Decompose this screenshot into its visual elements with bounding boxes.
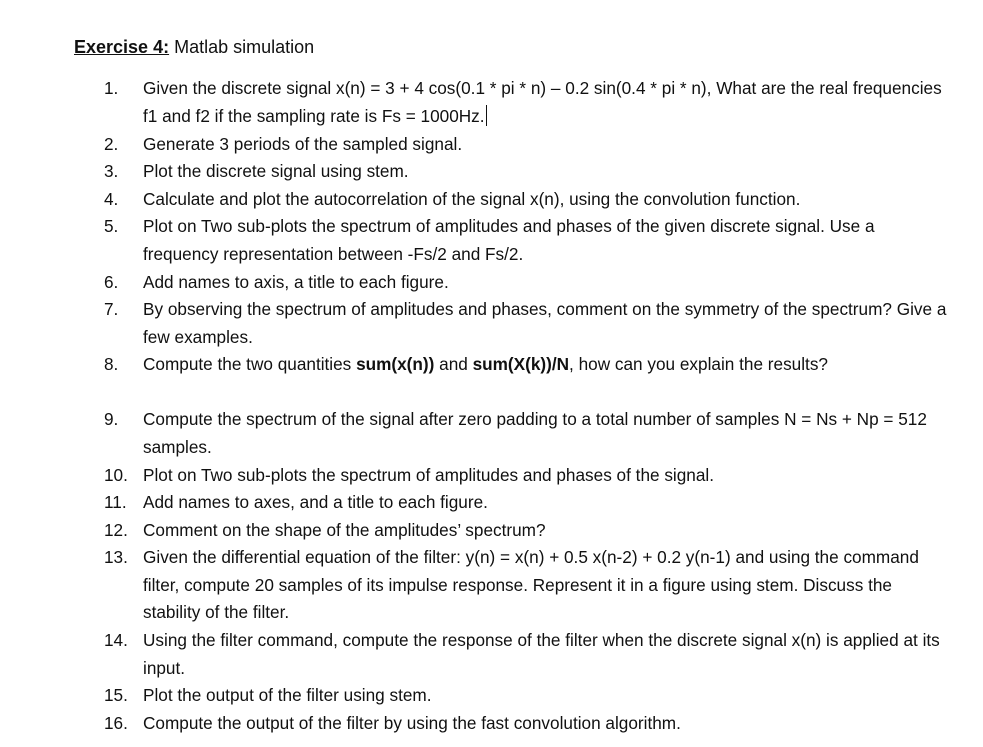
exercise-label: Exercise 4: bbox=[74, 37, 170, 57]
list-number: 11. bbox=[104, 492, 127, 512]
list-text: By observing the spectrum of amplitudes and phases, comment on the symmetry of the spectrum? Give a few examples. bbox=[143, 299, 947, 347]
list-text bbox=[143, 75, 953, 130]
list-number: 10. bbox=[104, 465, 128, 485]
list-number: 5. bbox=[104, 216, 119, 236]
list-number: 14. bbox=[104, 630, 128, 650]
exercise-title: Matlab simulation bbox=[169, 37, 315, 57]
list-text: Add names to axis, a title to each figure. bbox=[143, 272, 449, 292]
item-text: Compute the two quantities bbox=[143, 354, 357, 374]
item-text: and bbox=[434, 354, 473, 374]
list-text: Plot the output of the filter using stem. bbox=[143, 685, 432, 705]
list-number: 15. bbox=[104, 685, 128, 705]
list-number: 12. bbox=[104, 520, 128, 540]
list-number: 13. bbox=[104, 547, 128, 567]
bold-expression: sum(x(n)) bbox=[356, 354, 435, 374]
bold-expression: sum(X(k))/N bbox=[472, 354, 570, 374]
list-text: Comment on the shape of the amplitudes’ spectrum? bbox=[143, 520, 546, 540]
list-text: Using the filter command, compute the response of the filter when the discrete signal x(n) is applied at its input. bbox=[143, 630, 940, 678]
list-number: 4. bbox=[104, 189, 119, 209]
list-text: Plot the discrete signal using stem. bbox=[143, 161, 409, 181]
list-number: 8. bbox=[104, 354, 119, 374]
list-text: Generate 3 periods of the sampled signal. bbox=[143, 134, 463, 154]
list-text: Add names to axes, and a title to each figure. bbox=[143, 492, 488, 512]
list-text: Compute the spectrum of the signal after zero padding to a total number of samples N = Ns + Np = 512 samples. bbox=[143, 409, 927, 457]
list-text bbox=[143, 351, 953, 379]
list-number: 2. bbox=[104, 134, 119, 154]
list-number: 16. bbox=[104, 713, 128, 733]
list-number: 6. bbox=[104, 272, 119, 292]
list-text: Compute the output of the filter by using the fast convolution algorithm. bbox=[143, 713, 681, 733]
list-number: 7. bbox=[104, 299, 119, 319]
list-text: Calculate and plot the autocorrelation of the signal x(n), using the convolution function. bbox=[143, 189, 801, 209]
exercise-heading bbox=[74, 35, 314, 59]
list-number: 3. bbox=[104, 161, 119, 181]
list-text: Plot on Two sub-plots the spectrum of amplitudes and phases of the signal. bbox=[143, 465, 715, 485]
list-number: 9. bbox=[104, 409, 119, 429]
item-text: Given the discrete signal x(n) = 3 + 4 cos(0.1 * pi * n) – 0.2 sin(0.4 * pi * n), What are the real frequencies f1 and f2 if the sampling rate is Fs = 1000Hz. bbox=[143, 78, 942, 126]
list-text: Given the differential equation of the filter: y(n) = x(n) + 0.5 x(n-2) + 0.2 y(n-1) and using the command filter, compute 20 samples of its impulse response. Represent it in a figure using stem. Discuss the stability of the filter. bbox=[143, 547, 919, 623]
item-text: , how can you explain the results? bbox=[569, 354, 828, 374]
list-text: Plot on Two sub-plots the spectrum of amplitudes and phases of the given discrete signal. Use a frequency representation between -Fs/2 and Fs/2. bbox=[143, 216, 875, 264]
text-cursor bbox=[486, 105, 487, 126]
list-number: 1. bbox=[104, 78, 119, 98]
